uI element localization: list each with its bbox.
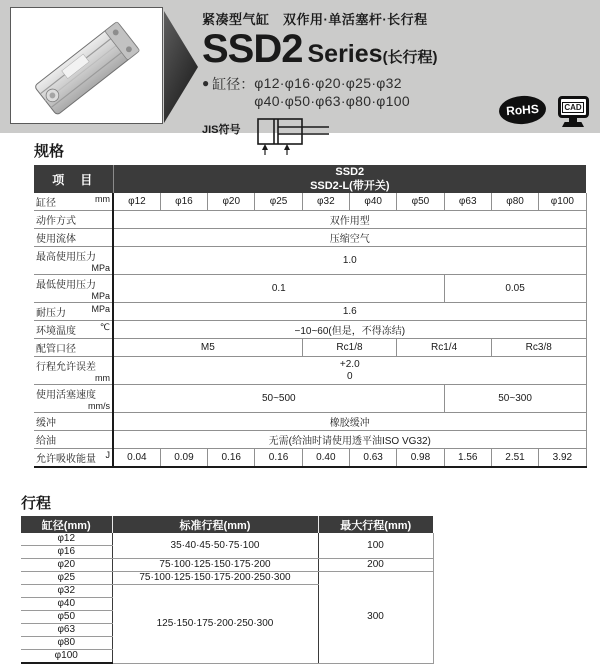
stroke-bore-cell: φ16 [21,546,112,559]
spec-table [34,165,587,468]
spec-cell: 0.04 [113,449,160,468]
spec-row-label: 环境温度 ℃ [34,321,113,339]
spec-cell: 1.0 [113,247,586,275]
spec-row-port-size [34,339,586,357]
spec-row-label: 最低使用压力 MPa [34,275,113,303]
spec-cell: φ32 [302,193,349,211]
spec-row-label: 最高使用压力 MPa [34,247,113,275]
spec-section-title: 规格 [34,143,65,160]
bullet-icon: ● [202,76,210,90]
spec-row-min-pressure [34,275,586,303]
spec-cell: φ40 [349,193,396,211]
stroke-bore-cell: φ63 [21,624,112,637]
jis-symbol-row [202,117,438,157]
spec-row-ambient-temp [34,321,586,339]
stroke-header-standard: 标准行程(mm) [112,516,318,533]
stroke-standard-cell: 75·100·125·150·175·200·250·300 [112,572,318,585]
spec-cell: 0.16 [208,449,255,468]
stroke-section [21,492,433,664]
tolerance-lower: 0 [347,370,353,382]
stroke-bore-cell: φ32 [21,585,112,598]
category-title: 紧凑型气缸 双作用·单活塞杆·长行程 [202,12,428,27]
promo-arrow-decoration [164,11,198,123]
spec-row-piston-speed [34,385,586,413]
spec-cell [113,357,586,385]
series-word: Series [307,40,383,68]
cad-badge [556,96,590,127]
spec-row-label: 耐压力 MPa [34,303,113,321]
spec-cell: 橡胶缓冲 [113,413,586,431]
cad-badge-label: CAD [564,102,582,112]
spec-cell: Rc3/8 [491,339,586,357]
spec-cell: φ80 [491,193,538,211]
spec-cell: 0.98 [397,449,444,468]
stroke-row [21,533,433,546]
series-suffix: (长行程) [382,49,438,66]
tolerance-upper: +2.0 [339,358,360,370]
stroke-max-cell: 300 [318,572,433,664]
bore-label: 缸径： [212,76,255,92]
stroke-bore-cell: φ80 [21,637,112,650]
spec-row-label: 动作方式 [34,211,113,229]
spec-row-max-pressure [34,247,586,275]
spec-row-label: 使用流体 [34,229,113,247]
spec-cell: φ12 [113,193,160,211]
spec-cell: φ50 [397,193,444,211]
jis-symbol-label: JIS符号 [202,124,241,136]
stroke-row [21,559,433,572]
spec-header-series-line2: SSD2-L(带开关) [310,180,390,192]
spec-cell: 0.1 [113,275,444,303]
stroke-bore-cell: φ25 [21,572,112,585]
bore-size-list [202,74,438,110]
spec-row-label: 使用活塞速度 mm/s [34,385,113,413]
spec-cell: φ25 [255,193,302,211]
stroke-header-max: 最大行程(mm) [318,516,433,533]
series-name: SSD2 [202,27,303,71]
series-title [202,29,438,69]
stroke-bore-cell: φ20 [21,559,112,572]
stroke-row [21,572,433,585]
stroke-bore-cell: φ40 [21,598,112,611]
spec-row-bore [34,193,586,211]
spec-cell: 0.09 [160,449,207,468]
spec-col-header-item: 项 目 [34,165,113,193]
bore-size-line-2: φ40·φ50·φ63·φ80·φ100 [254,93,410,109]
spec-cell: 0.05 [444,275,586,303]
spec-cell: 1.56 [444,449,491,468]
spec-cell: φ63 [444,193,491,211]
stroke-standard-cell: 75·100·125·150·175·200 [112,559,318,572]
stroke-bore-cell: φ100 [21,650,112,664]
title-block [202,9,438,157]
certification-badges [499,96,590,127]
jis-cylinder-symbol-icon [257,117,335,157]
spec-row-action [34,211,586,229]
rohs-badge: RoHS [498,94,547,125]
cad-monitor-icon [558,96,589,118]
spec-cell: 无需(给油时请使用透平油ISO VG32) [113,431,586,449]
stroke-max-cell: 100 [318,533,433,559]
spec-row-lubrication [34,431,586,449]
spec-row-proof-pressure [34,303,586,321]
spec-row-label: 缓冲 [34,413,113,431]
spec-section [34,140,586,468]
spec-col-header-series [113,165,586,193]
spec-header-series-line1: SSD2 [335,166,365,178]
spec-cell: 3.92 [539,449,586,468]
spec-cell: 1.6 [113,303,586,321]
spec-cell: 0.40 [302,449,349,468]
spec-cell: 2.51 [491,449,538,468]
product-image [10,7,163,124]
spec-row-stroke-tolerance [34,357,586,385]
spec-cell: φ16 [160,193,207,211]
spec-cell: 双作用型 [113,211,586,229]
spec-row-label: 配管口径 [34,339,113,357]
spec-row-label: 给油 [34,431,113,449]
spec-row-cushion [34,413,586,431]
spec-cell: 50~500 [113,385,444,413]
stroke-standard-cell: 125·150·175·200·250·300 [112,585,318,664]
spec-cell: 0.63 [349,449,396,468]
spec-row-fluid [34,229,586,247]
spec-cell: Rc1/8 [302,339,397,357]
spec-row-label: 缸径 mm [34,193,113,211]
stroke-standard-cell: 35·40·45·50·75·100 [112,533,318,559]
stroke-bore-cell: φ12 [21,533,112,546]
spec-cell: 压缩空气 [113,229,586,247]
stroke-bore-cell: φ50 [21,611,112,624]
cylinder-illustration [11,8,162,123]
spec-cell: φ20 [208,193,255,211]
header-banner [0,0,600,136]
spec-cell: φ100 [539,193,586,211]
spec-cell: 0.16 [255,449,302,468]
spec-row-unit: mm [95,194,110,204]
stroke-table [21,516,434,664]
stroke-max-cell: 200 [318,559,433,572]
spec-row-label: 允许吸收能量 J [34,449,113,468]
spec-row-label: 行程允许误差 mm [34,357,113,385]
spec-cell: M5 [113,339,302,357]
stroke-section-title: 行程 [21,495,52,512]
bore-size-line-1: φ12·φ16·φ20·φ25·φ32 [254,75,402,91]
spec-row-kinetic-energy [34,449,586,468]
spec-cell: Rc1/4 [397,339,492,357]
spec-cell: 50~300 [444,385,586,413]
stroke-header-bore: 缸径(mm) [21,516,112,533]
spec-cell: −10~60(但是，不得冻结) [113,321,586,339]
